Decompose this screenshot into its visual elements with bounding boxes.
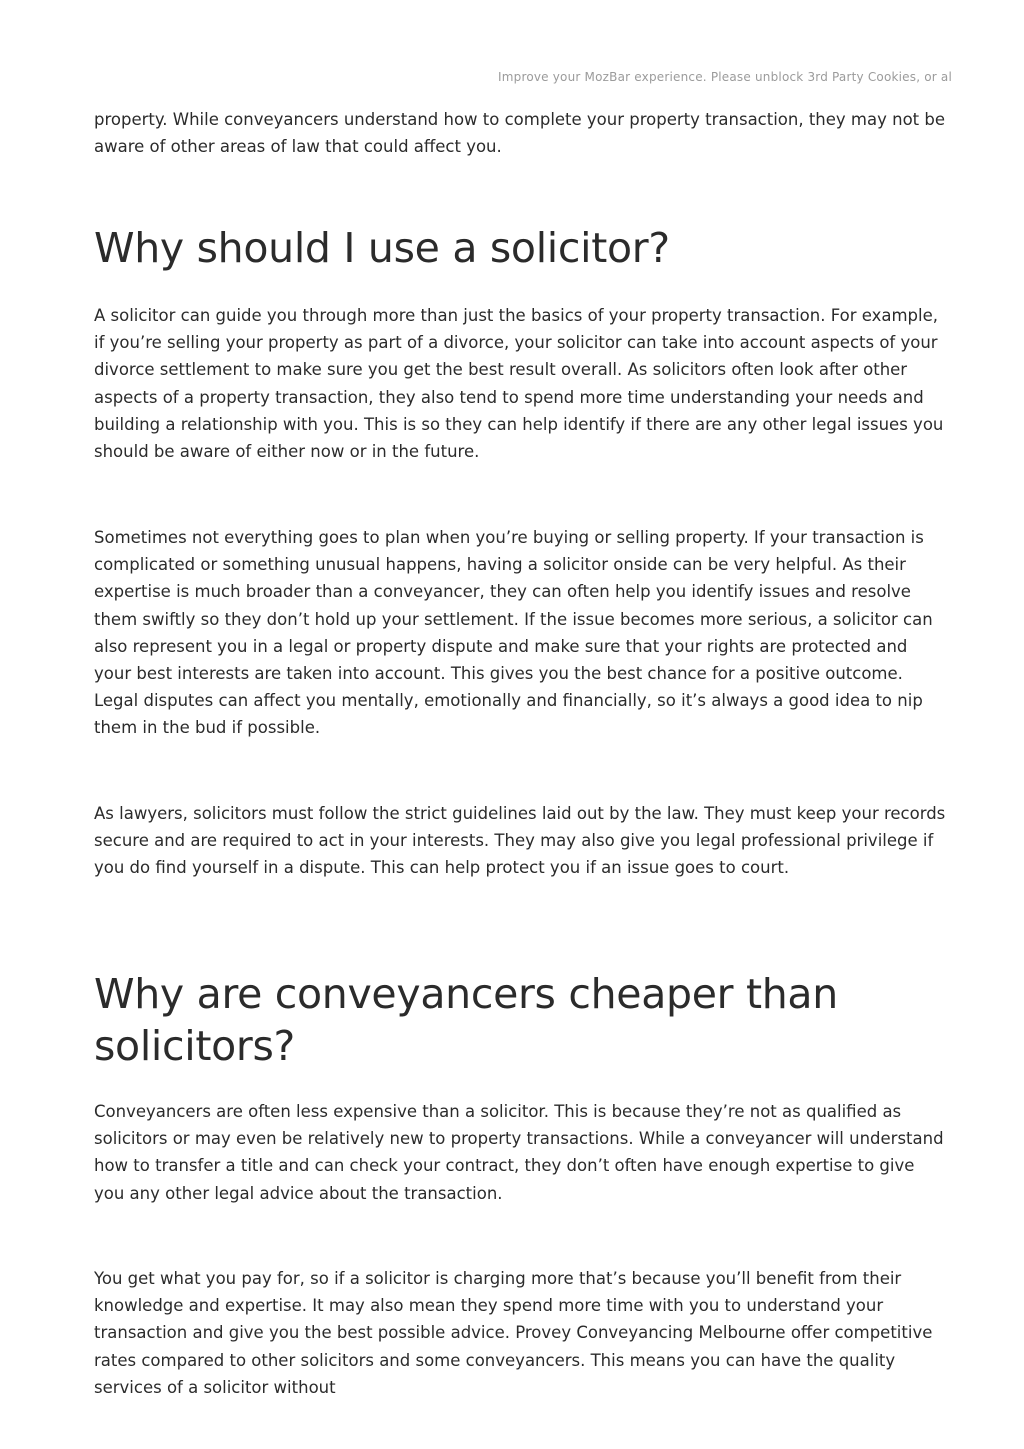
- section1-paragraph: Sometimes not everything goes to plan when you’re buying or selling property. If your transaction is complicated or something unusual happens, having a solicitor onside can be very helpful. As their expertise is much broader than a conveyancer, they can often help you identify issues and resolve them swiftly so they don’t hold up your settlement. If the issue becomes more serious, a solicitor can also represent you in a legal or property dispute and make sure that your rights are protected and your best interests are taken into account. This gives you the best chance for a positive outcome. Legal disputes can affect you mentally, emotionally and financially, so it’s always a good idea to nip them in the bud if possible.: [94, 528, 933, 738]
- section1-paragraph-1-block: [94, 302, 946, 465]
- section2-paragraph: Conveyancers are often less expensive than a solicitor. This is because they’re not as qualified as solicitors or may even be relatively new to property transactions. While a conveyancer will understand how to transfer a title and can check your contract, they don’t often have enough expertise to give you any other legal advice about the transaction.: [94, 1102, 944, 1203]
- intro-paragraph: property. While conveyancers understand how to complete your property transaction, they may not be aware of other areas of law that could affect you.: [94, 110, 946, 157]
- intro-block: [94, 106, 946, 160]
- section2-paragraph-2-block: [94, 1265, 946, 1401]
- heading-why-use-solicitor: Why should I use a solicitor?: [94, 224, 670, 272]
- section2-paragraph: You get what you pay for, so if a solicitor is charging more that’s because you’ll benefit from their knowledge and expertise. It may also mean they spend more time with you to understand your transaction and give you the best possible advice. Provey Conveyancing Melbourne offer competitive rates compared to other solicitors and some conveyancers. This means you can have the quality services of a solicitor without: [94, 1269, 933, 1397]
- section1-paragraph-2-block: [94, 524, 946, 742]
- section2-paragraph-1-block: [94, 1098, 946, 1207]
- mozbar-cookie-notice: Improve your MozBar experience. Please unblock 3rd Party Cookies, or al: [498, 70, 953, 84]
- section1-paragraph: A solicitor can guide you through more than just the basics of your property transaction. For example, if you’re selling your property as part of a divorce, your solicitor can take into account aspects of your divorce settlement to make sure you get the best result overall. As solicitors often look after other aspects of a property transaction, they also tend to spend more time understanding your needs and building a relationship with you. This is so they can help identify if there are any other legal issues you should be aware of either now or in the future.: [94, 306, 944, 462]
- section1-paragraph-3-block: [94, 800, 946, 882]
- section1-paragraph: As lawyers, solicitors must follow the strict guidelines laid out by the law. They must keep your records secure and are required to act in your interests. They may also give you legal professional privilege if you do find yourself in a dispute. This can help protect you if an issue goes to court.: [94, 804, 946, 878]
- heading-why-conveyancers-cheaper: Why are conveyancers cheaper than solicitors?: [94, 970, 838, 1070]
